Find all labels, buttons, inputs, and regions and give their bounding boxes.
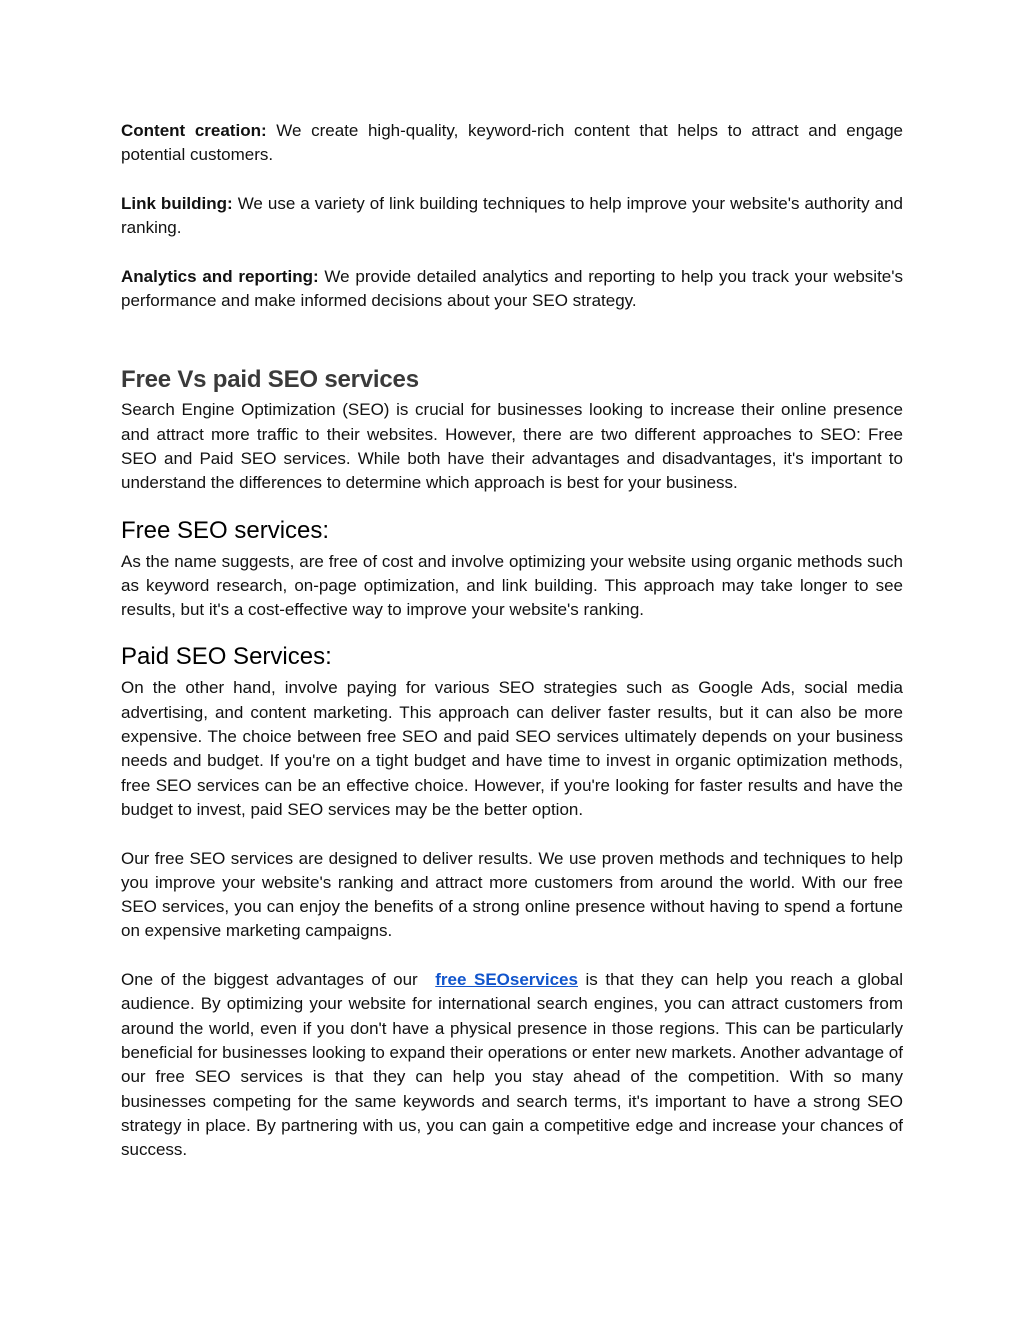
paragraph-free-vs-paid: Search Engine Optimization (SEO) is crucial for businesses looking to increase their online presence and attract more traffic to their websites. However, there are two different approaches to SEO: Free SEO and Paid SEO services. While both have their advantages and disadvantages, it's important to understand the differences to determine which approach is best for your business. <box>121 400 903 493</box>
service-description: We use a variety of link building techniques to help improve your website's authority and ranking. <box>121 193 904 238</box>
service-term: Analytics and reporting: <box>121 266 319 286</box>
free-seo-services-link[interactable]: free SEOservices <box>435 970 578 990</box>
heading-free-seo-services: Free SEO services: <box>121 516 330 544</box>
heading-free-vs-paid: Free Vs paid SEO services <box>121 366 419 394</box>
service-description: We create high-quality, keyword-rich content that helps to attract and engage potential customers. <box>121 121 903 165</box>
paragraph-results: Our free SEO services are designed to deliver results. We use proven methods and techniques to help you improve your website's ranking and attract more customers from around the world. With our free SEO services, you can enjoy the benefits of a strong online presence without having to spend a fortune on expensive marketing campaigns. <box>121 848 903 941</box>
paragraph-free-seo-services: As the name suggests, are free of cost and involve optimizing your website using organic methods such as keyword research, on-page optimization, and link building. This approach may take longer to see results, but it's a cost-effective way to improve your website's ranking. <box>121 551 903 620</box>
paragraph-paid-seo-services: On the other hand, involve paying for various SEO strategies such as Google Ads, social media advertising, and content marketing. This approach can deliver faster results, but it can also be more expensive. The choice between free SEO and paid SEO services ultimately depends on your business needs and budget. If you're on a tight budget and have time to invest in organic optimization methods, free SEO services can be an effective choice. However, if you're looking for faster results and have the budget to invest, paid SEO services may be the better option. <box>121 678 903 819</box>
advantages-text-before: One of the biggest advantages of our <box>121 970 426 990</box>
service-description: We provide detailed analytics and reporting to help you track your website's performance and make informed decisions about your SEO strategy. <box>121 266 903 311</box>
paragraph-advantages <box>121 968 903 1162</box>
service-content-creation <box>121 119 903 168</box>
advantages-text-after: is that they can help you reach a global audience. By optimizing your website for international search engines, you can attract customers from around the world, even if you don't have a physical presence in those regions. This can be particularly beneficial for businesses looking to expand their operations or enter new markets. Another advantage of our free SEO services is that they can help you stay ahead of the competition. With so many businesses competing for the same keywords and search terms, it's important to have a strong SEO strategy in place. By partnering with us, you can gain a competitive edge and increase your chances of success. <box>121 970 903 1160</box>
service-link-building <box>121 192 903 241</box>
service-analytics-reporting <box>121 265 903 314</box>
service-term: Content creation: <box>121 121 267 140</box>
service-term: Link building: <box>121 193 233 213</box>
heading-paid-seo-services: Paid SEO Services: <box>121 643 332 671</box>
